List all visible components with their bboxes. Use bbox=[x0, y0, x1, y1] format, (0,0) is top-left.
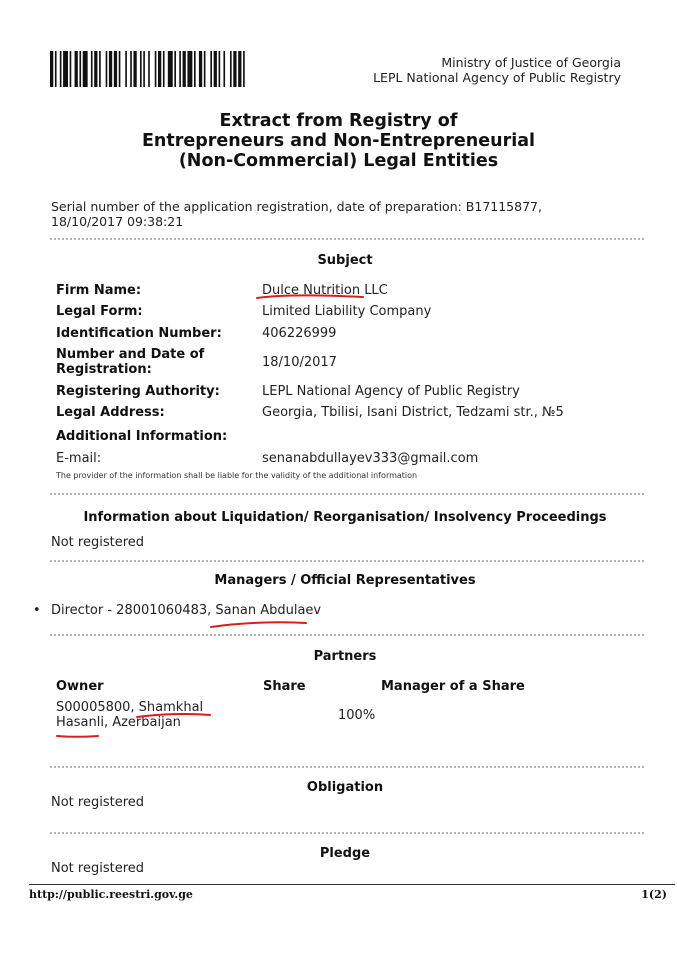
legal-form-label: Legal Form: bbox=[56, 304, 143, 319]
title-line-3: (Non-Commercial) Legal Entities bbox=[178, 151, 499, 171]
owner-surname-underline-mark bbox=[54, 732, 102, 740]
legal-address-label: Legal Address: bbox=[56, 405, 165, 420]
identification-number-label: Identification Number: bbox=[56, 326, 222, 341]
barcode-bar bbox=[155, 51, 157, 87]
registering-authority-label: Registering Authority: bbox=[56, 384, 220, 399]
manager-of-share-column-header: Manager of a Share bbox=[381, 679, 525, 694]
barcode-bar bbox=[179, 51, 181, 87]
partners-heading: Partners bbox=[313, 649, 377, 664]
firm-name-underline-mark bbox=[255, 293, 367, 301]
pledge-value: Not registered bbox=[51, 861, 145, 876]
footer-rule bbox=[29, 884, 675, 885]
additional-information-label: Additional Information: bbox=[56, 429, 228, 444]
divider bbox=[50, 493, 644, 495]
barcode-bar bbox=[106, 51, 108, 87]
barcode-bar bbox=[214, 51, 217, 87]
director-name-underline-mark bbox=[208, 620, 310, 630]
director-entry: Director - 28001060483, Sanan Abdulaev bbox=[51, 603, 322, 618]
title-line-1: Extract from Registry of bbox=[219, 111, 458, 131]
serial-line-1: Serial number of the application registration, date of preparation: B17115877, bbox=[51, 199, 542, 214]
registration-label bbox=[56, 347, 204, 377]
list-bullet: • bbox=[33, 603, 41, 618]
barcode-bar bbox=[174, 51, 176, 87]
barcode-bar bbox=[75, 51, 78, 87]
document-title bbox=[0, 111, 677, 171]
serial-line-2: 18/10/2017 09:38:21 bbox=[51, 214, 184, 229]
divider bbox=[50, 766, 644, 768]
barcode-bar bbox=[50, 51, 53, 87]
barcode-bar bbox=[223, 51, 225, 87]
identification-number-value: 406226999 bbox=[262, 326, 337, 341]
liquidation-heading: Information about Liquidation/ Reorganisation/ Insolvency Proceedings bbox=[83, 510, 607, 525]
divider bbox=[50, 560, 644, 562]
registering-authority-value: LEPL National Agency of Public Registry bbox=[262, 384, 520, 399]
subject-heading: Subject bbox=[317, 253, 373, 268]
barcode-bar bbox=[238, 51, 241, 87]
partner-owner-line-2: Hasanli, Azerbaijan bbox=[56, 715, 181, 730]
obligation-value: Not registered bbox=[51, 795, 145, 810]
ministry-name: Ministry of Justice of Georgia bbox=[441, 55, 621, 70]
barcode-bar bbox=[158, 51, 161, 87]
registration-label-line-2: Registration: bbox=[56, 362, 152, 377]
barcode-bar bbox=[94, 51, 97, 87]
barcode-bar bbox=[163, 51, 165, 87]
serial-number bbox=[51, 199, 611, 229]
barcode-bar bbox=[79, 51, 81, 87]
legal-form-value: Limited Liability Company bbox=[262, 304, 432, 319]
divider bbox=[50, 634, 644, 636]
barcode-bar bbox=[194, 51, 196, 87]
barcode-bar bbox=[91, 51, 93, 87]
owner-column-header: Owner bbox=[56, 679, 104, 694]
owner-name-underline-mark bbox=[134, 710, 214, 720]
barcode-bar bbox=[219, 51, 221, 87]
firm-name-value: Dulce Nutrition LLC bbox=[262, 283, 388, 298]
liquidation-value: Not registered bbox=[51, 535, 145, 550]
barcode-bar bbox=[70, 51, 72, 87]
additional-info-disclaimer: The provider of the information shall be liable for the validity of the additional information bbox=[56, 471, 418, 480]
barcode-bar bbox=[183, 51, 186, 87]
barcode-bar bbox=[140, 51, 142, 87]
barcode-bar bbox=[187, 51, 192, 87]
barcode-bar bbox=[210, 51, 212, 87]
share-column-header: Share bbox=[263, 679, 306, 694]
barcode-bar bbox=[199, 51, 202, 87]
divider bbox=[50, 238, 644, 240]
email-value: senanabdullayev333@gmail.com bbox=[262, 451, 479, 466]
barcode-bar bbox=[55, 51, 57, 87]
barcode-bar bbox=[148, 51, 150, 87]
partner-owner-line-1: S00005800, Shamkhal bbox=[56, 700, 204, 715]
obligation-heading: Obligation bbox=[306, 780, 384, 795]
barcode-bar bbox=[60, 51, 62, 87]
barcode-bar bbox=[130, 51, 132, 87]
barcode-bar bbox=[125, 51, 127, 87]
issuer-block bbox=[373, 55, 621, 85]
barcode-bar bbox=[204, 51, 206, 87]
barcode-bar bbox=[99, 51, 101, 87]
barcode-bar bbox=[230, 51, 232, 87]
barcode-bar bbox=[233, 51, 236, 87]
pledge-heading: Pledge bbox=[319, 846, 371, 861]
barcode-bar bbox=[168, 51, 173, 87]
registration-label-line-1: Number and Date of bbox=[56, 347, 205, 362]
divider bbox=[50, 832, 644, 834]
barcode-bar bbox=[83, 51, 88, 87]
barcode-bar bbox=[114, 51, 117, 87]
barcode-bar bbox=[133, 51, 136, 87]
barcode-bar bbox=[143, 51, 145, 87]
legal-address-value: Georgia, Tbilisi, Isani District, Tedzami str., №5 bbox=[262, 405, 564, 420]
registration-date-value: 18/10/2017 bbox=[262, 355, 337, 370]
barcode-bar bbox=[109, 51, 112, 87]
barcode bbox=[50, 51, 248, 87]
page-number: 1(2) bbox=[641, 888, 667, 901]
agency-name: LEPL National Agency of Public Registry bbox=[373, 70, 621, 85]
barcode-bar bbox=[119, 51, 121, 87]
email-label: E-mail: bbox=[56, 451, 102, 466]
firm-name-label: Firm Name: bbox=[56, 283, 142, 298]
title-line-2: Entrepreneurs and Non-Entrepreneurial bbox=[141, 131, 536, 151]
partner-share: 100% bbox=[338, 708, 376, 723]
managers-heading: Managers / Official Representatives bbox=[214, 573, 476, 588]
barcode-bar bbox=[63, 51, 68, 87]
footer-url[interactable]: http://public.reestri.gov.ge bbox=[29, 888, 193, 901]
barcode-bar bbox=[243, 51, 245, 87]
